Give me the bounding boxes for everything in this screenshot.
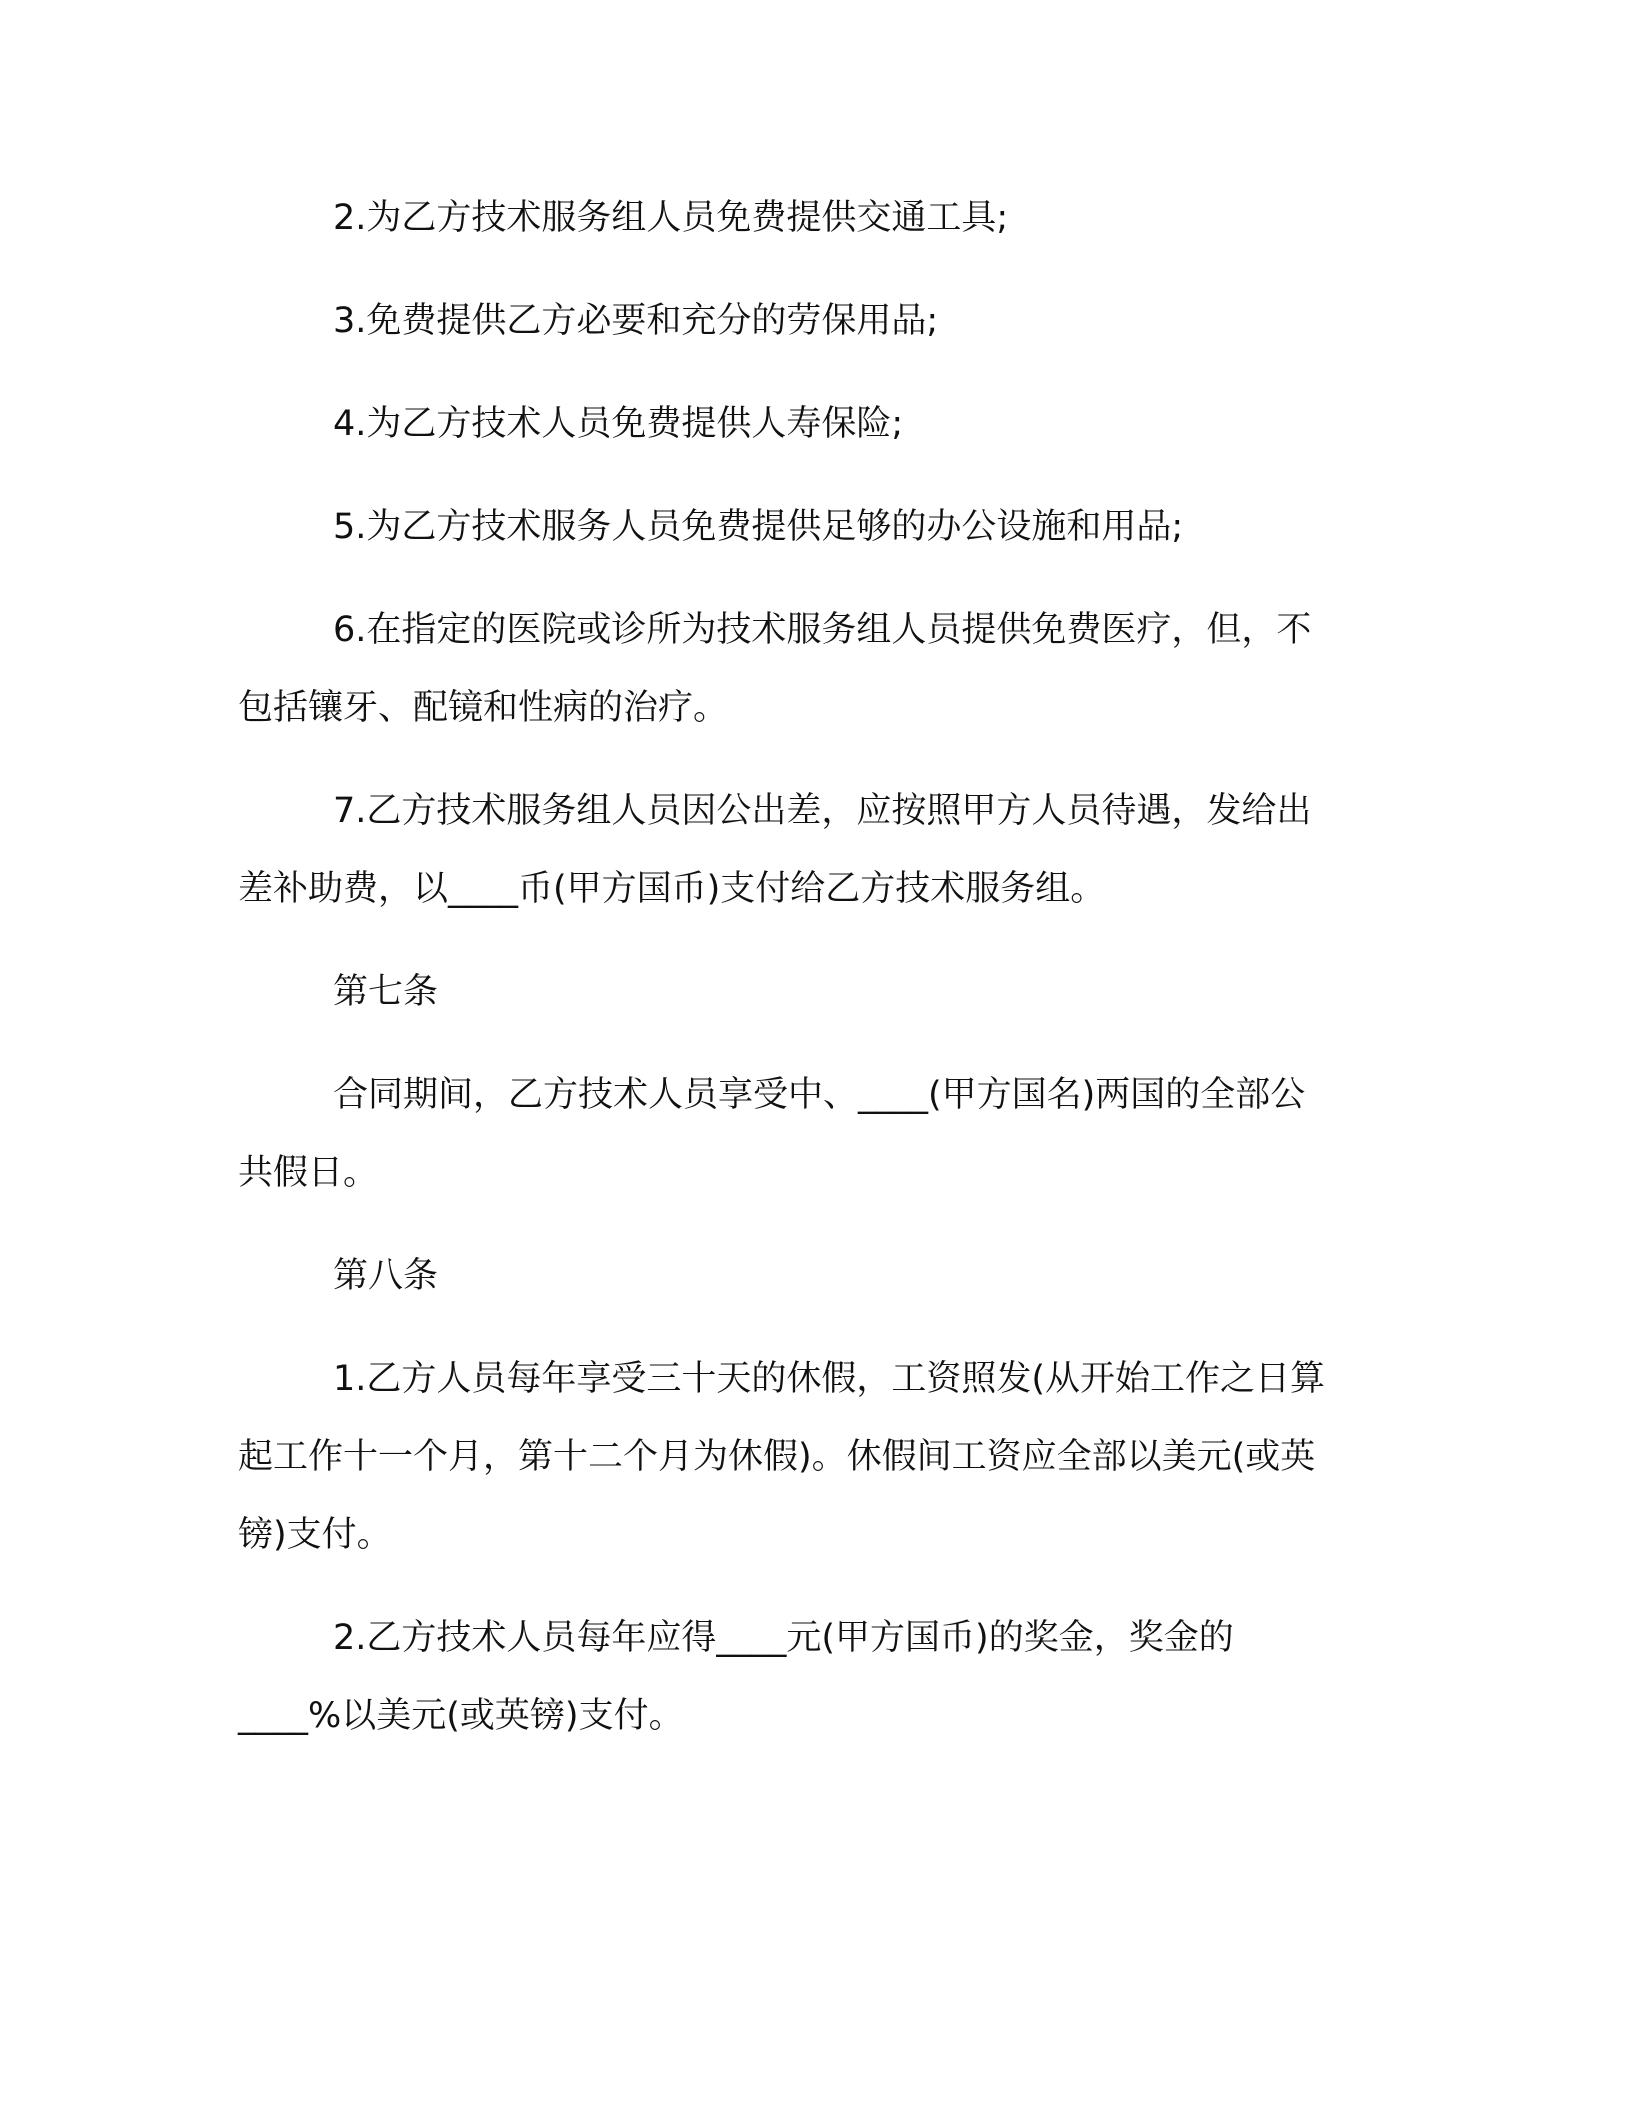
clause-6-item-6-line-2: 包括镶牙、配镜和性病的治疗。 bbox=[238, 688, 729, 728]
clause-6-item-7-line-2: 差补助费，以____币(甲方国币)支付给乙方技术服务组。 bbox=[238, 869, 1106, 909]
clause-8-item-2-line-2: ____%以美元(或英镑)支付。 bbox=[238, 1696, 684, 1736]
clause-7-body-line-1: 合同期间，乙方技术人员享受中、____(甲方国名)两国的全部公 bbox=[333, 1075, 1306, 1115]
clause-6-item-7-line-1: 7.乙方技术服务组人员因公出差，应按照甲方人员待遇，发给出 bbox=[333, 791, 1312, 831]
clause-7-body-line-2: 共假日。 bbox=[238, 1153, 379, 1193]
clause-6-item-4: 4.为乙方技术人员免费提供人寿保险; bbox=[333, 404, 904, 444]
clause-8-heading: 第八条 bbox=[333, 1256, 439, 1296]
clause-8-item-2-line-1: 2.乙方技术人员每年应得____元(甲方国币)的奖金，奖金的 bbox=[333, 1618, 1234, 1658]
clause-6-item-2: 2.为乙方技术服务组人员免费提供交通工具; bbox=[333, 198, 1009, 238]
clause-7-heading: 第七条 bbox=[333, 972, 439, 1012]
clause-8-item-1-line-3: 镑)支付。 bbox=[238, 1515, 392, 1555]
clause-6-item-3: 3.免费提供乙方必要和充分的劳保用品; bbox=[333, 301, 939, 341]
clause-8-item-1-line-1: 1.乙方人员每年享受三十天的休假，工资照发(从开始工作之日算 bbox=[333, 1359, 1326, 1399]
clause-6-item-6-line-1: 6.在指定的医院或诊所为技术服务组人员提供免费医疗，但，不 bbox=[333, 610, 1312, 650]
clause-8-item-1-line-2: 起工作十一个月，第十二个月为休假)。休假间工资应全部以美元(或英 bbox=[238, 1437, 1316, 1477]
clause-6-item-5: 5.为乙方技术服务人员免费提供足够的办公设施和用品; bbox=[333, 507, 1184, 547]
